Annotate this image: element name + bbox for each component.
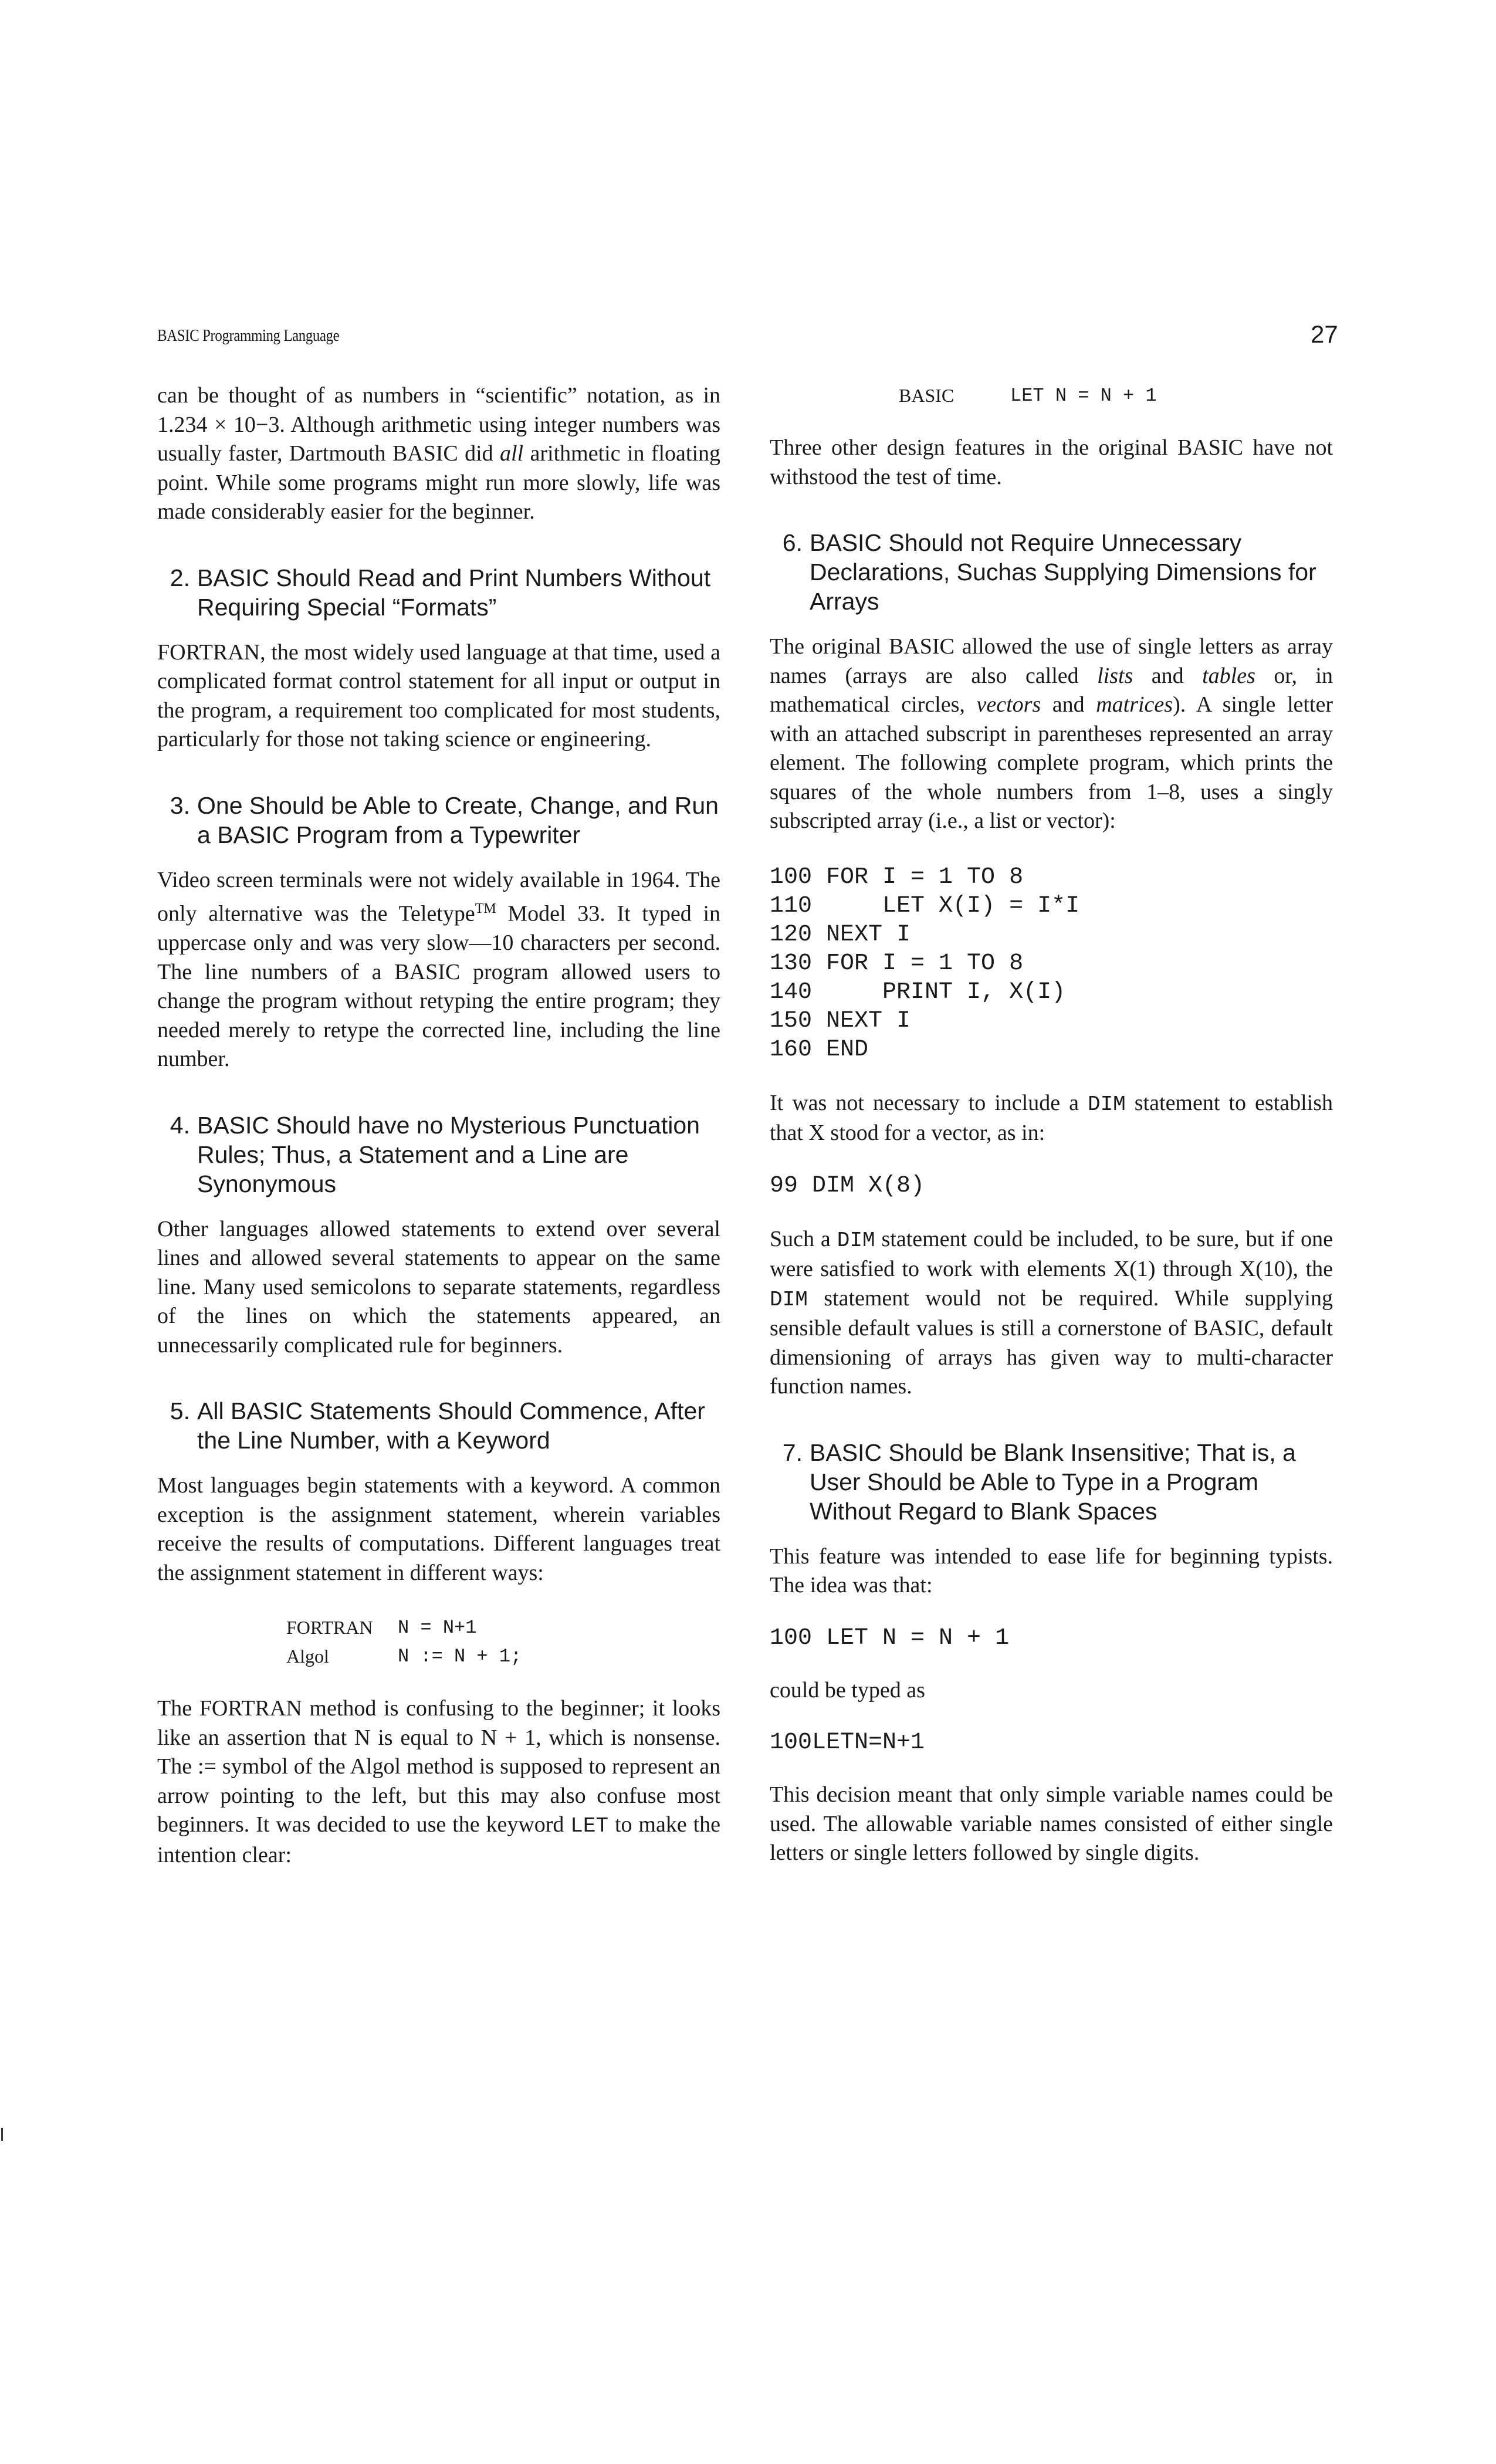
compact-example: 100LETN=N+1 bbox=[770, 1729, 925, 1756]
paragraph-could-be-typed: could be typed as bbox=[770, 1677, 925, 1703]
emphasis: tables bbox=[1202, 663, 1255, 688]
paragraph-variable-names: This decision meant that only simple variable names could be used. The allowable variable names consisted of either single letters or single letters followed by single digits. bbox=[770, 1782, 1333, 1865]
right-column bbox=[770, 381, 1333, 1868]
comparison-row bbox=[286, 1613, 720, 1642]
section-title: BASIC Should not Require Unnecessary Declarations, Suchas Supplying Dimensions for Arrays bbox=[810, 529, 1316, 615]
comparison-row bbox=[286, 1642, 720, 1671]
basic-assignment-example bbox=[899, 381, 1333, 410]
text-run: It was not necessary to include a bbox=[770, 1090, 1088, 1115]
language-name: Algol bbox=[286, 1646, 329, 1667]
paragraph-blank-insensitive: This feature was intended to ease life for beginning typists. The idea was that: bbox=[770, 1544, 1333, 1597]
section-title: All BASIC Statements Should Commence, After the Line Number, with a Keyword bbox=[197, 1397, 705, 1454]
text-run: The FORTRAN method is confusing to the beginner; it looks like an assertion that N is equal to N + 1, which is nonsense. The := symbol of the Algol method is supposed to represent an arrow pointing to the left, but this may also confuse most beginners. It was decided to use the keyword bbox=[157, 1696, 720, 1837]
section-title: BASIC Should have no Mysterious Punctuation Rules; Thus, a Statement and a Line are Synonymous bbox=[197, 1111, 700, 1197]
assignment-code: LET N = N + 1 bbox=[1010, 385, 1157, 407]
section-number: 4. bbox=[170, 1111, 190, 1139]
paragraph-design-features: Three other design features in the original BASIC have not withstood the test of time. bbox=[770, 435, 1333, 489]
text-run: and bbox=[1041, 692, 1096, 717]
page-number: 27 bbox=[1311, 320, 1338, 348]
section-title: One Should be Able to Create, Change, and Run a BASIC Program from a Typewriter bbox=[197, 791, 719, 848]
text-run: and bbox=[1133, 663, 1203, 688]
text-run: arithmetic in floating point. While some programs might run more slowly, life was made considerably easier for the beginner. bbox=[157, 441, 721, 524]
text-run: to make the intention clear: bbox=[157, 1812, 721, 1867]
text-run: Such a bbox=[770, 1226, 837, 1251]
section-number: 5. bbox=[170, 1397, 190, 1425]
assignment-code: N = N+1 bbox=[398, 1617, 477, 1639]
emphasis: all bbox=[500, 441, 524, 466]
assignment-comparison bbox=[286, 1613, 720, 1671]
spaced-example: 100 LET N = N + 1 bbox=[770, 1624, 1010, 1651]
section-number: 3. bbox=[170, 791, 190, 819]
section-number: 2. bbox=[170, 564, 190, 591]
text-run: statement would not be required. While supplying sensible default values is still a cornerstone of BASIC, default dimensioning of arrays has given way to multi-character function names. bbox=[770, 1285, 1333, 1399]
language-name: BASIC bbox=[899, 385, 955, 406]
paragraph-formats: FORTRAN, the most widely used language at that time, used a complicated format control statement for all input or output in the program, a requirement too complicated for most students, particularly for those not taking science or engineering. bbox=[157, 639, 720, 752]
paragraph-arrays bbox=[770, 632, 1333, 836]
emphasis: matrices bbox=[1096, 692, 1173, 717]
emphasis: vectors bbox=[976, 692, 1041, 717]
section-heading-6 bbox=[770, 528, 1333, 616]
language-name: FORTRAN bbox=[286, 1617, 373, 1639]
running-head: BASIC Programming Language bbox=[157, 326, 340, 345]
section-heading-5 bbox=[157, 1396, 720, 1455]
text-run: ). A single letter with an attached subscript in parentheses represented an array element. The following complete program, which prints the squares of the whole numbers from 1–8, uses a singly subscripted array (i.e., a list or vector): bbox=[770, 692, 1333, 833]
program-listing: 100 FOR I = 1 TO 8 110 LET X(I) = I*I 120 NEXT I 130 FOR I = 1 TO 8 140 PRINT I, X(I) 150 NEXT I 160 END bbox=[770, 864, 1080, 1063]
paragraph-typewriter bbox=[157, 866, 720, 1074]
paragraph-punctuation: Other languages allowed statements to extend over several lines and allowed several statements to appear on the same line. Many used semicolons to separate statements, regardless of the lines on which the statements appeared, an unnecessarily complicated rule for beginners. bbox=[157, 1216, 720, 1358]
inline-code: LET bbox=[570, 1814, 609, 1839]
section-title: BASIC Should Read and Print Numbers Without Requiring Special “Formats” bbox=[197, 564, 711, 621]
paragraph-keyword: Most languages begin statements with a keyword. A common exception is the assignment statement, wherein variables receive the results of computations. Different languages treat the assignment statement in different ways: bbox=[157, 1473, 720, 1585]
inline-code: DIM bbox=[770, 1287, 808, 1312]
left-column bbox=[157, 381, 720, 1870]
paragraph-intro bbox=[157, 381, 720, 527]
comparison-row bbox=[899, 381, 1333, 410]
section-title: BASIC Should be Blank Insensitive; That is, a User Should be Able to Type in a Program Without Regard to Blank Spaces bbox=[810, 1439, 1296, 1525]
text-run: can be thought of as numbers in “scientific” notation, as in 1.234 × 10−3. Although arithmetic using integer numbers was usually faster, Dartmouth BASIC did bbox=[157, 383, 720, 466]
margin-mark bbox=[1, 2128, 3, 2141]
section-heading-7 bbox=[770, 1438, 1333, 1526]
paragraph-let bbox=[157, 1694, 720, 1870]
assignment-code: N := N + 1; bbox=[398, 1646, 522, 1668]
paragraph-default-dimension bbox=[770, 1225, 1333, 1402]
paragraph-dim bbox=[770, 1089, 1333, 1148]
section-heading-4 bbox=[157, 1111, 720, 1199]
dim-example: 99 DIM X(8) bbox=[770, 1172, 925, 1199]
trademark-superscript: TM bbox=[475, 901, 496, 916]
text-run: statement could be included, to be sure, but if one were satisfied to work with elements X(1) through X(10), the bbox=[770, 1226, 1333, 1281]
section-heading-2 bbox=[157, 563, 720, 622]
section-number: 7. bbox=[782, 1439, 803, 1466]
text-run: The original BASIC allowed the use of single letters as array names (arrays are also called bbox=[770, 634, 1333, 688]
section-number: 6. bbox=[782, 529, 803, 556]
inline-code: DIM bbox=[837, 1228, 875, 1253]
text-run: Video screen terminals were not widely available in 1964. The only alternative was the Teletype bbox=[157, 867, 720, 926]
emphasis: lists bbox=[1097, 663, 1133, 688]
text-run: Model 33. It typed in uppercase only and was very slow—10 characters per second. The line numbers of a BASIC program allowed users to change the program without retyping the entire program; they needed merely to retype the corrected line, including the line number. bbox=[157, 901, 721, 1072]
inline-code: DIM bbox=[1087, 1092, 1126, 1116]
text-run: statement to establish that X stood for a vector, as in: bbox=[770, 1090, 1333, 1145]
section-heading-3 bbox=[157, 791, 720, 849]
text-run: or, in mathematical circles, bbox=[770, 663, 1333, 717]
